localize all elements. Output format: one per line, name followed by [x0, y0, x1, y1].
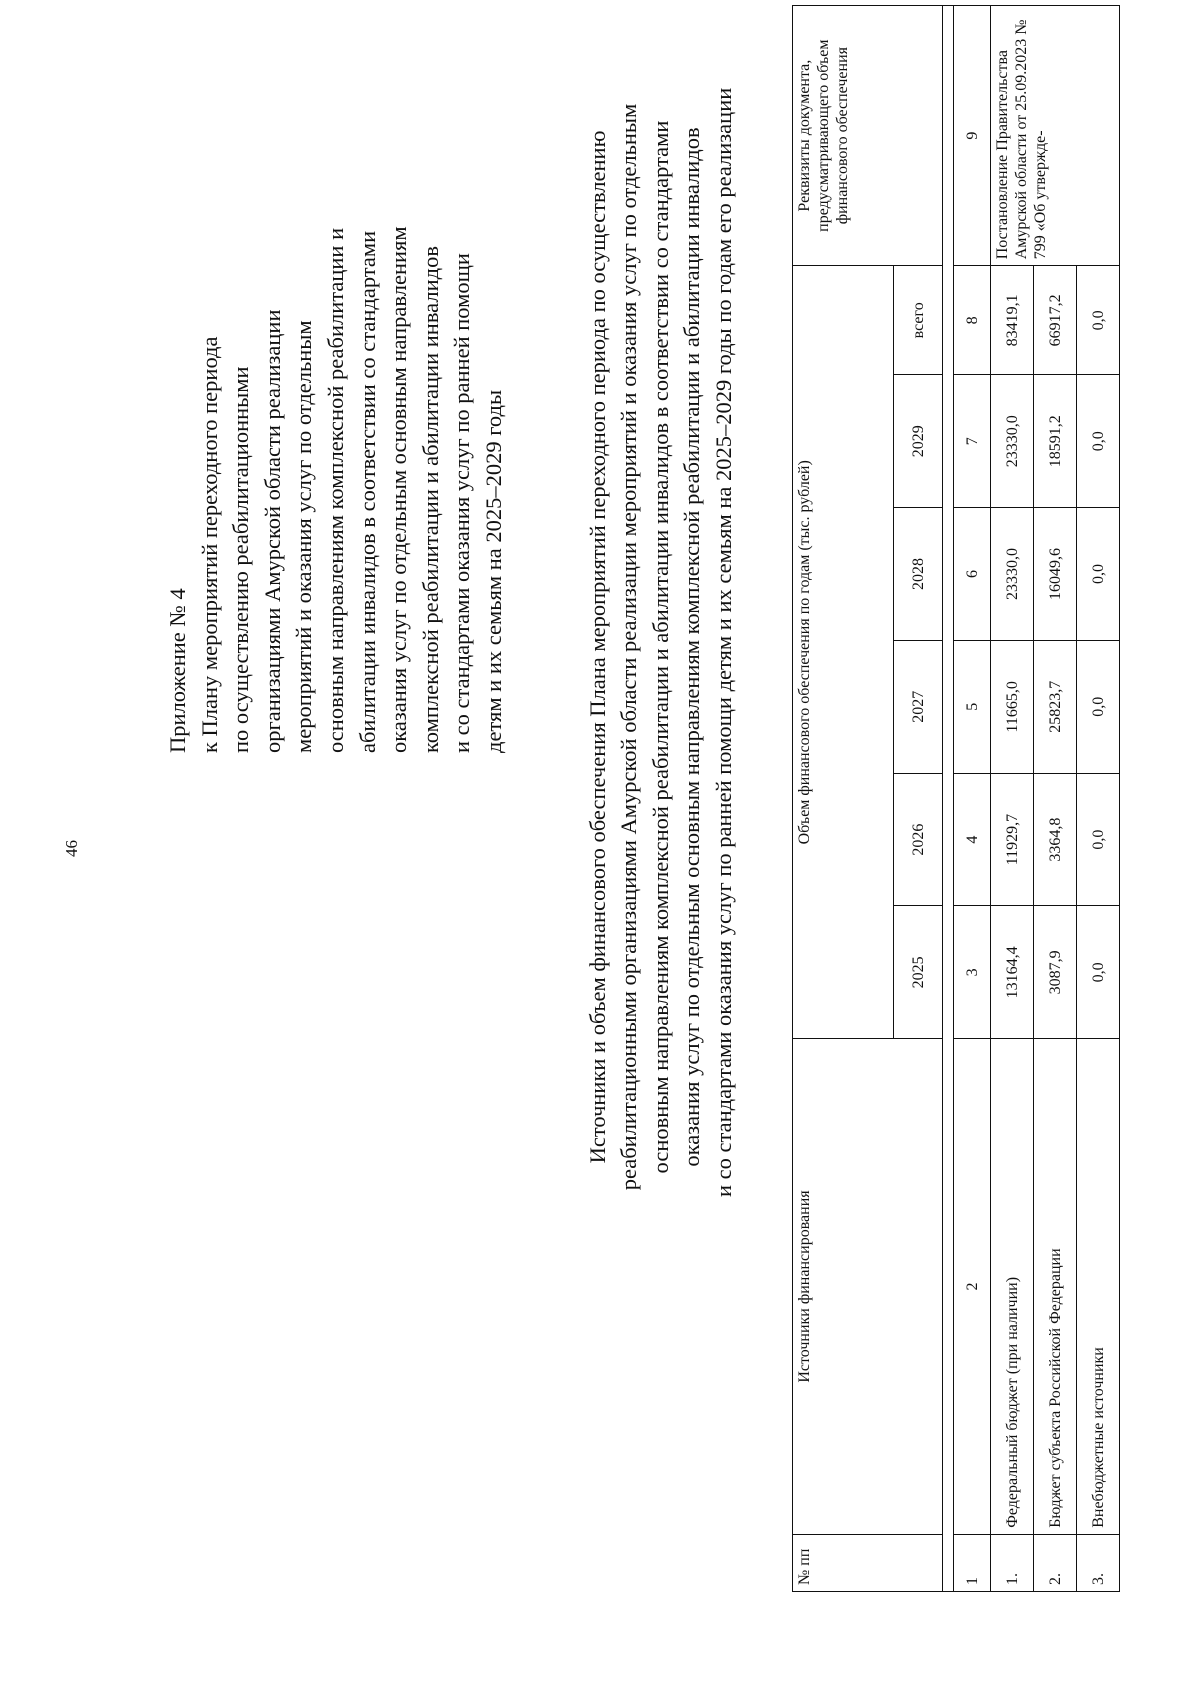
appendix-line: комплексной реабилитации и абилитации инвалидов: [417, 246, 443, 753]
column-number: 6: [954, 508, 991, 641]
column-number: 1: [954, 1534, 991, 1591]
title-line: Источники и объем финансового обеспечения Плана мероприятий переходного периода по осуществлению: [585, 130, 610, 1164]
header-year: 2025: [894, 906, 943, 1039]
row-value: 18591,2: [1034, 375, 1077, 508]
row-value: 3087,9: [1034, 906, 1077, 1039]
page-number: 46: [62, 840, 81, 857]
header-year: 2026: [894, 773, 943, 906]
appendix-line: Приложение № 4: [165, 588, 190, 753]
title-line: реабилитационными организациями Амурской области реализации мероприятий и оказания услуг по отдельным: [616, 103, 642, 1191]
title-line: и со стандартами оказания услуг по ранней помощи детям и их семьям на 2025–2029 годы по годам его реализации: [710, 87, 736, 1197]
row-value: 23330,0: [991, 508, 1034, 641]
row-value: 11929,7: [991, 773, 1034, 906]
column-number: 8: [954, 266, 991, 375]
row-value: 0,0: [1077, 375, 1120, 508]
separator-cell: [943, 6, 954, 1592]
row-total: 66917,2: [1034, 266, 1077, 375]
row-num: 1.: [991, 1534, 1034, 1591]
table-header-row: [793, 6, 894, 1592]
row-value: 0,0: [1077, 640, 1120, 773]
header-source: Источники финансирования: [793, 1039, 943, 1535]
appendix-line: по осуществлению реабилитационными: [228, 366, 254, 753]
column-number: 3: [954, 906, 991, 1039]
column-number: 5: [954, 640, 991, 773]
appendix-line: к Плану мероприятий переходного периода: [196, 336, 222, 753]
table-row: [991, 6, 1034, 1592]
appendix-line: и со стандартами оказания услуг по ранней помощи: [449, 253, 475, 753]
row-source: Федеральный бюджет (при наличии): [991, 1039, 1034, 1535]
appendix-line: оказания услуг по отдельным основным направлениям: [386, 226, 412, 753]
row-num: 2.: [1034, 1534, 1077, 1591]
title-line: оказания услуг по отдельным основным направлениям комплексной реабилитации и абилитации инвалидов: [679, 127, 705, 1167]
row-value: 16049,6: [1034, 508, 1077, 641]
header-year: 2027: [894, 640, 943, 773]
row-source: Внебюджетные источники: [1077, 1039, 1120, 1535]
column-number: 7: [954, 375, 991, 508]
column-number-row: [954, 6, 991, 1592]
appendix-line: детям и их семьям на 2025–2029 годы: [480, 389, 506, 753]
document-title: [582, 87, 739, 1197]
row-value: 23330,0: [991, 375, 1034, 508]
row-value: 3364,8: [1034, 773, 1077, 906]
column-number: 9: [954, 6, 991, 266]
row-total: 83419,1: [991, 266, 1034, 375]
appendix-line: абилитации инвалидов в соответствии со стандартами: [354, 230, 380, 753]
column-number: 4: [954, 773, 991, 906]
table-separator: [943, 6, 954, 1592]
row-value: 0,0: [1077, 906, 1120, 1039]
row-total: 0,0: [1077, 266, 1120, 375]
header-year: 2028: [894, 508, 943, 641]
header-total: всего: [894, 266, 943, 375]
row-source: Бюджет субъекта Российской Федерации: [1034, 1039, 1077, 1535]
row-value: 0,0: [1077, 508, 1120, 641]
header-volume: Объем финансового обеспечения по годам (тыс. рублей): [793, 266, 894, 1039]
header-doc: Реквизиты документа, предусматривающего объем финансового обеспечения: [793, 6, 943, 266]
title-line: основным направлениям комплексной реабилитации и абилитации инвалидов в соответствии со стандартами: [647, 120, 673, 1174]
row-value: 11665,0: [991, 640, 1034, 773]
appendix-line: основным направлениям комплексной реабилитации и: [322, 227, 348, 753]
doc-reference: Постановление Правительства Амурской области от 25.09.2023 № 799 «Об утвержде-: [991, 6, 1120, 266]
appendix-line: мероприятий и оказания услуг по отдельным: [291, 320, 317, 753]
row-value: 25823,7: [1034, 640, 1077, 773]
row-num: 3.: [1077, 1534, 1120, 1591]
header-num: № пп: [793, 1534, 943, 1591]
appendix-note: [162, 13, 510, 753]
row-value: 13164,4: [991, 906, 1034, 1039]
appendix-line: организациями Амурской области реализации: [259, 309, 285, 753]
header-year: 2029: [894, 375, 943, 508]
row-value: 0,0: [1077, 773, 1120, 906]
financing-table: [792, 5, 1120, 1592]
column-number: 2: [954, 1039, 991, 1535]
